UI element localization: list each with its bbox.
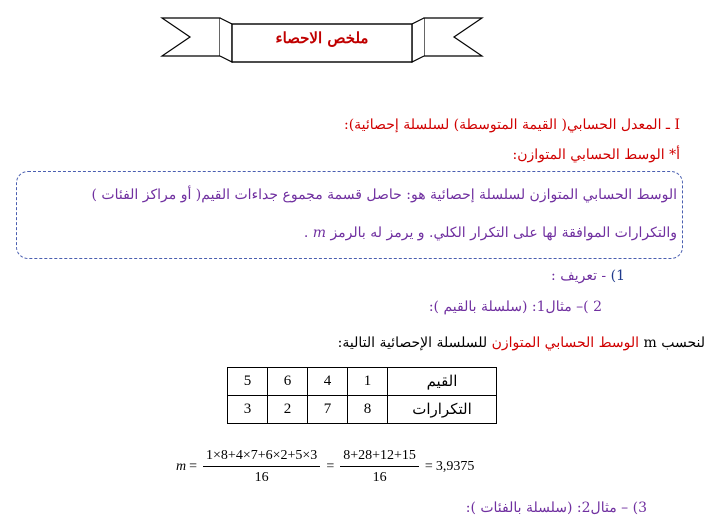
table-row xyxy=(228,368,497,396)
compute-prefix: لنحسب m xyxy=(639,335,705,351)
formula-fraction-2 xyxy=(340,448,419,486)
fraction-1-denominator: 16 xyxy=(254,470,269,485)
definition-line-2-text: والتكرارات الموافقة لها على التكرار الكلي. و يرمز له بالرمز xyxy=(326,225,677,241)
item-2-label: – مثال1: (سلسلة بالقيم ): xyxy=(428,299,584,315)
formula-equals: = xyxy=(424,459,433,474)
table-cell: 3 xyxy=(228,396,268,424)
table-row xyxy=(228,396,497,424)
table-cell: 4 xyxy=(308,368,348,396)
definition-line-1: الوسط الحسابي المتوازن لسلسلة إحصائية هو: حاصل قسمة مجموع جداءات القيم( أو مراكز الفئات ) xyxy=(91,187,677,203)
item-1-label: - تعريف : xyxy=(551,268,611,284)
definition-box xyxy=(16,171,683,259)
table-cell: 2 xyxy=(268,396,308,424)
formula-lhs: m xyxy=(176,459,187,474)
item-1 xyxy=(551,268,625,284)
title-banner xyxy=(160,12,484,64)
mean-formula xyxy=(176,448,474,486)
table-cell: 7 xyxy=(308,396,348,424)
table-cell: 6 xyxy=(268,368,308,396)
compute-line xyxy=(338,335,705,351)
table-cell: 8 xyxy=(348,396,388,424)
table-row-header: القيم xyxy=(388,368,497,396)
fraction-1-numerator: 1×8+4×7+6×2+5×3 xyxy=(203,448,320,467)
item-2 xyxy=(429,299,602,315)
item-3-label: – مثال2: (سلسلة بالفئات ): xyxy=(465,500,633,516)
definition-symbol: m xyxy=(312,225,326,241)
table-cell: 1 xyxy=(348,368,388,396)
item-2-number: 2 ) xyxy=(583,299,602,315)
item-3-number: 3) xyxy=(632,500,647,516)
subsection-heading: أ* الوسط الحسابي المتوازن: xyxy=(512,147,680,163)
fraction-2-denominator: 16 xyxy=(372,470,387,485)
definition-line-2 xyxy=(304,225,677,241)
formula-equals: = xyxy=(189,459,198,474)
table-row-header: التكرارات xyxy=(388,396,497,424)
section-heading: I ـ المعدل الحسابي( القيمة المتوسطة) لسلسلة إحصائية): xyxy=(343,117,680,133)
page-title: ملخص الاحصاء xyxy=(275,29,369,47)
compute-highlight: الوسط الحسابي المتوازن xyxy=(491,335,640,351)
definition-line-2-end: . xyxy=(303,225,313,241)
formula-equals: = xyxy=(326,459,335,474)
data-table xyxy=(227,367,497,424)
compute-suffix: للسلسلة الإحصائية التالية: xyxy=(337,335,492,351)
table-cell: 5 xyxy=(228,368,268,396)
item-1-number: 1) xyxy=(610,268,625,284)
formula-fraction-1 xyxy=(203,448,320,486)
formula-result: 3,9375 xyxy=(435,459,475,474)
item-3 xyxy=(466,500,647,516)
fraction-2-numerator: 8+28+12+15 xyxy=(340,448,419,467)
